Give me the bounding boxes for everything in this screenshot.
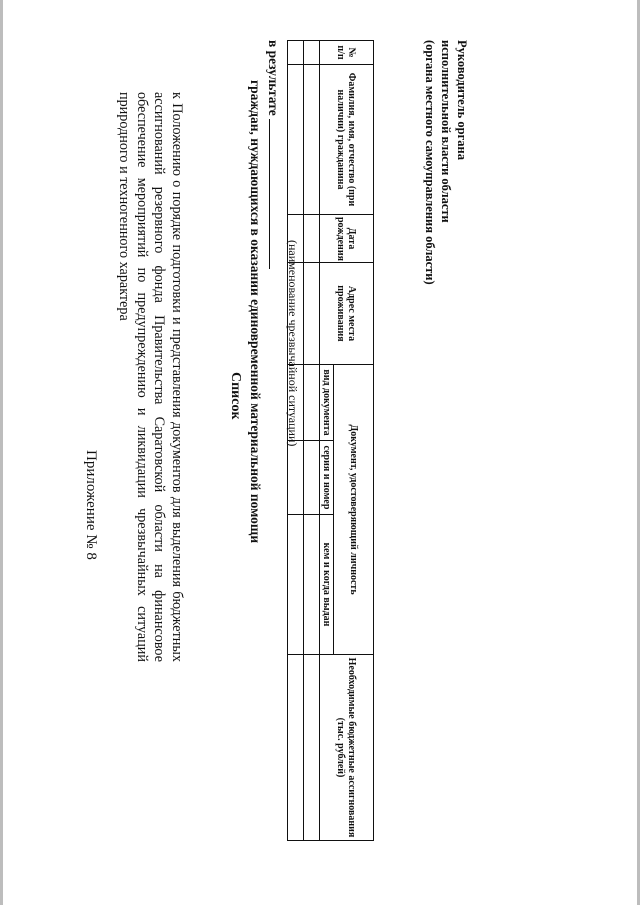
citizens-table [287,40,374,841]
table-cell [304,655,320,841]
table-cell [288,515,304,655]
situation-caption: (наименование чрезвычайной ситуации) [286,240,300,447]
header-budget: Необходимые бюджетные ассигнования (тыс. рублей) [320,655,374,841]
appendix-title: Приложение № 8 [83,450,99,560]
header-address: Адрес места проживания [320,263,374,365]
header-birth: Дата рождения [320,215,374,263]
signature-block [422,40,470,360]
list-title: Список [228,372,243,420]
header-doc-issued: кем и когда выдан [320,515,334,655]
header-doc-series: серия и номер [320,441,334,515]
table-cell [304,41,320,65]
header-doc-type: вид документа [320,365,334,441]
table-row [288,41,304,841]
appendix-description: к Положению о порядке подготовки и представления документов для выделения бюджетных ассигнований резервного фонда Правительства Саратовской области на финансовое обеспечение мероприятий по предупреждению и ликвидации чрезвычайных ситуаций природного и техногенного характера [116,92,185,662]
table-row [304,41,320,841]
table-cell [304,263,320,365]
table-cell [304,441,320,515]
signature-line-2: исполнительной власти области [439,40,453,223]
result-prefix: в результате [266,40,281,116]
header-fio: Фамилия, имя, отчество (при наличии) гражданина [320,65,374,215]
header-num: № п/п [320,41,374,65]
header-document: Документ, удостоверяющий личность [334,365,374,655]
list-subtitle: граждан, нуждающихся в оказании единовременной материальной помощи [248,80,263,544]
table-cell [288,263,304,365]
table-cell [288,655,304,841]
table-cell [288,441,304,515]
table-cell [288,65,304,215]
table-cell [304,215,320,263]
table-cell [288,365,304,441]
table-cell [288,41,304,65]
result-line [265,40,282,340]
signature-line-3: (органа местного самоуправления области) [423,40,437,285]
signature-line-1: Руководитель органа [455,40,469,160]
situation-blank-line [269,119,282,269]
table-cell [304,65,320,215]
table-cell [288,215,304,263]
table-cell [304,365,320,441]
table-cell [304,515,320,655]
